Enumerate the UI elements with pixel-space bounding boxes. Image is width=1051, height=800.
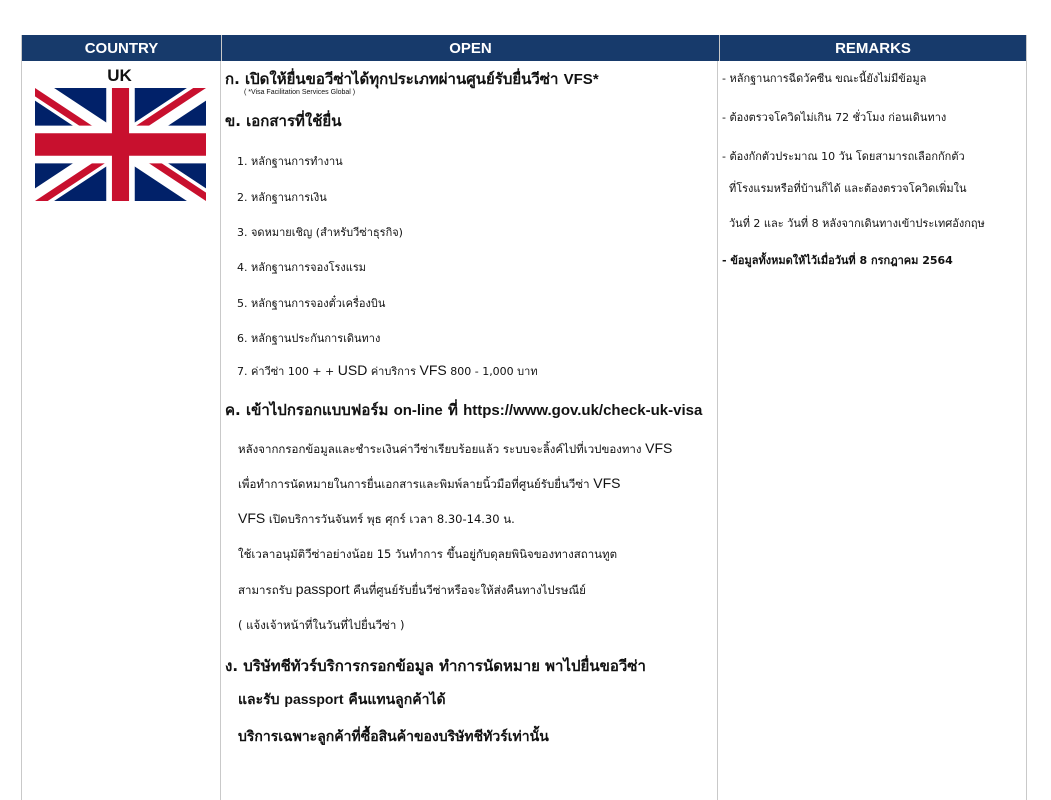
section-a-note: ( *Visa Facilitation Services Global ) <box>244 89 356 96</box>
header-remarks: REMARKS <box>835 39 911 57</box>
visa-fee-item: 7. ค่าวีซ่า 100 + + USD ค่าบริการ VFS 800 - 1,000 บาท <box>237 362 538 378</box>
section-d-line: และรับ passport คืนแทนลูกค้าได้ <box>238 691 446 708</box>
table-header <box>22 35 1026 61</box>
instruction-line: หลังจากกรอกข้อมูลและชำระเงินค่าวีซ่าเรียบร้อยแล้ว ระบบจะลิ้งค์ไปที่เวปของทาง VFS <box>238 440 673 456</box>
instruction-line: ใช้เวลาอนุมัติวีซ่าอย่างน้อย 15 วันทำการ ขึ้นอยู่กับดุลยพินิจของทางสถานทูต <box>238 547 618 561</box>
instruction-line: ( แจ้งเจ้าหน้าที่ในวันที่ไปยื่นวีซ่า ) <box>238 618 405 632</box>
section-d: ง. บริษัทชีทัวร์บริการกรอกข้อมูล ทำการนัดหมาย พาไปยื่นขอวีซ่า <box>225 657 646 675</box>
section-c: ค. เข้าไปกรอกแบบฟอร์ม on-line ที่ https://www.gov.uk/check-uk-visa <box>225 401 703 419</box>
remark-item-date: - ข้อมูลทั้งหมดให้ไว้เมื่อวันที่ 8 กรกฎาคม 2564 <box>722 254 953 267</box>
document-item: 2. หลักฐานการเงิน <box>237 191 327 204</box>
remark-item: ที่โรงแรมหรือที่บ้านก็ได้ และต้องตรวจโควิดเพิ่มใน <box>722 182 967 195</box>
header-country: COUNTRY <box>22 35 222 61</box>
remark-item: วันที่ 2 และ วันที่ 8 หลังจากเดินทางเข้าประเทศอังกฤษ <box>722 217 985 230</box>
remark-item: - ต้องตรวจโควิดไม่เกิน 72 ชั่วโมง ก่อนเดินทาง <box>722 111 947 124</box>
uk-flag-icon <box>35 88 206 201</box>
gov-uk-visa-link[interactable]: https://www.gov.uk/check-uk-visa <box>463 402 703 419</box>
header-open: OPEN <box>222 35 720 61</box>
document-item: 3. จดหมายเชิญ (สำหรับวีซ่าธุรกิจ) <box>237 226 403 239</box>
country-name: UK <box>107 66 132 85</box>
table-row <box>22 61 1026 800</box>
open-cell <box>221 61 718 800</box>
remark-item: - หลักฐานการฉีดวัคซีน ขณะนี้ยังไม่มีข้อมูล <box>722 72 927 85</box>
visa-info-table <box>21 35 1027 800</box>
document-item: 1. หลักฐานการทำงาน <box>237 155 343 168</box>
instruction-line: เพื่อทำการนัดหมายในการยื่นเอกสารและพิมพ์ลายนิ้วมือที่ศูนย์รับยื่นวีซ่า VFS <box>238 475 621 491</box>
document-item: 5. หลักฐานการจองตั๋วเครื่องบิน <box>237 297 386 310</box>
remarks-cell <box>718 61 1024 800</box>
section-b: ข. เอกสารที่ใช้ยื่น <box>225 112 342 130</box>
section-a: ก. เปิดให้ยื่นขอวีซ่าได้ทุกประเภทผ่านศูนย์รับยื่นวีซ่า VFS* <box>225 70 599 88</box>
remark-item: - ต้องกักตัวประมาณ 10 วัน โดยสามารถเลือกกักตัว <box>722 150 965 163</box>
document-item: 4. หลักฐานการจองโรงแรม <box>237 261 367 274</box>
section-d-line: บริการเฉพาะลูกค้าที่ซื้อสินค้าของบริษัทชีทัวร์เท่านั้น <box>238 729 549 745</box>
instruction-line: สามารถรับ passport คืนที่ศูนย์รับยื่นวีซ่าหรือจะให้ส่งคืนทางไปรษณีย์ <box>238 581 586 597</box>
document-item: 6. หลักฐานประกันการเดินทาง <box>237 332 381 345</box>
instruction-line: VFS เปิดบริการวันจันทร์ พุธ ศุกร์ เวลา 8.30-14.30 น. <box>238 510 515 526</box>
country-cell <box>22 61 221 800</box>
